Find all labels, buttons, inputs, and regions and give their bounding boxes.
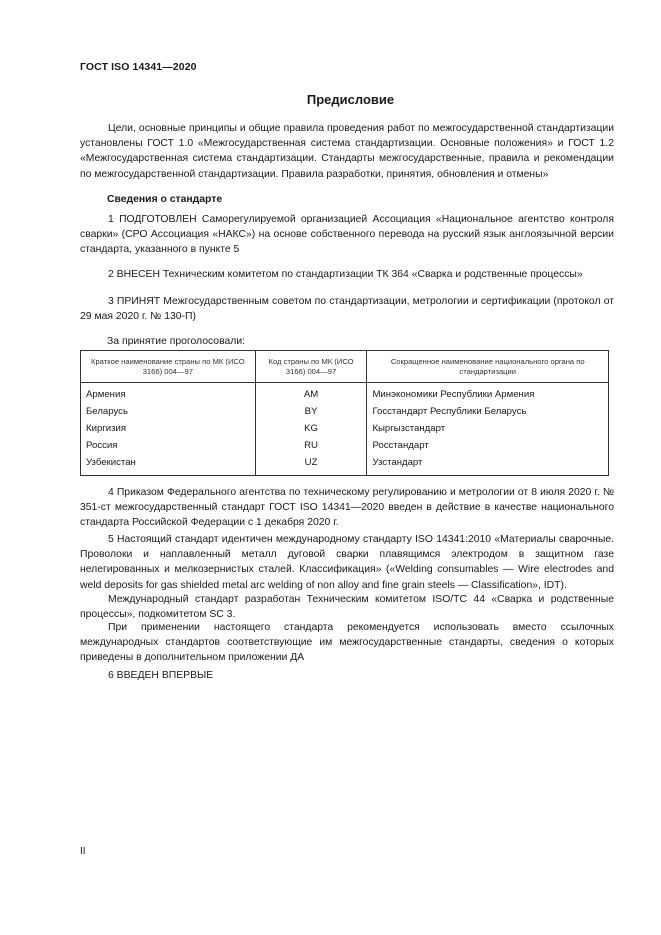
header-standards-body: Сокращенное наименование национального органа по стандартизации: [367, 351, 609, 383]
table-row: [81, 437, 609, 454]
section-title: Сведения о стандарте: [107, 194, 223, 205]
vote-label: За принятие проголосовали:: [107, 336, 246, 347]
cell-code: BY: [255, 403, 367, 420]
table-row: [81, 454, 609, 476]
cell-country: Армения: [81, 383, 256, 404]
page-title: Предисловие: [306, 92, 395, 107]
item-3-paragraph: 3 ПРИНЯТ Межгосударственным советом по стандартизации, метрологии и сертификации (протокол от 29 мая 2020 г. № 130-П): [80, 296, 614, 323]
cell-body: Минэкономики Республики Армения: [367, 383, 609, 404]
item-2-paragraph: 2 ВНЕСЕН Техническим комитетом по стандартизации ТК 364 «Сварка и родственные процессы»: [108, 269, 583, 280]
voting-table: [80, 350, 609, 476]
header-country-name: Краткое наименование страны по МК (ИСО 3166) 004—97: [81, 351, 256, 383]
item-5-committee-paragraph: Международный стандарт разработан Техническим комитетом ISO/TC 44 «Сварка и родственные процессы», подкомитетом SC 3.: [80, 594, 614, 621]
cell-country: Киргизия: [81, 420, 256, 437]
cell-code: KG: [255, 420, 367, 437]
intro-paragraph: Цели, основные принципы и общие правила проведения работ по межгосударственной стандартизации установлены ГОСТ 1.0 «Межгосударственная система стандартизации. Основные положения» и ГОСТ 1.2 «Межгосударственная система стандартизации. Стандарты межгосударственные, правила и рекомендации по межгосударственной стандартизации. Правила разработки, принятия, обновления и отмены»: [80, 123, 614, 180]
cell-code: RU: [255, 437, 367, 454]
table-row: [81, 403, 609, 420]
cell-country: Беларусь: [81, 403, 256, 420]
header-country-code: Код страны по МК (ИСО 3166) 004—97: [255, 351, 367, 383]
cell-code: AM: [255, 383, 367, 404]
cell-code: UZ: [255, 454, 367, 476]
cell-country: Узбекистан: [81, 454, 256, 476]
item-1-paragraph: 1 ПОДГОТОВЛЕН Саморегулируемой организацией Ассоциация «Национальное агентство контроля сварки» (СРО Ассоциация «НАКС») на основе собственного перевода на русский язык англоязычной версии стандарта, указанного в пункте 5: [80, 214, 614, 256]
item-5-paragraph: 5 Настоящий стандарт идентичен международному стандарту ISO 14341:2010 «Материалы сварочные. Проволоки и наплавленный металл дуговой сварки плавящимся электродом в защитном газе нелегированных и мелкозернистых сталей. Классификация» («Welding consumables — Wire electrodes and weld deposits for gas shielded metal arc welding of non alloy and fine grain steels — Classification», IDT).: [80, 534, 614, 591]
cell-body: Росстандарт: [367, 437, 609, 454]
page-number: II: [80, 846, 86, 857]
document-header: ГОСТ ISO 14341—2020: [80, 61, 197, 73]
table-header-row: [81, 351, 609, 383]
item-4-paragraph: 4 Приказом Федерального агентства по техническому регулированию и метрологии от 8 июля 2020 г. № 351-ст межгосударственный стандарт ГОСТ ISO 14341—2020 введен в действие в качестве национального стандарта Российской Федерации с 1 декабря 2020 г.: [80, 487, 614, 529]
cell-body: Госстандарт Республики Беларусь: [367, 403, 609, 420]
item-5-references-paragraph: При применении настоящего стандарта рекомендуется использовать вместо ссылочных международных стандартов соответствующие им межгосударственные стандарты, сведения о которых приведены в дополнительном приложении ДА: [80, 622, 614, 664]
item-6-paragraph: 6 ВВЕДЕН ВПЕРВЫЕ: [108, 670, 214, 681]
cell-body: Узстандарт: [367, 454, 609, 476]
cell-body: Кыргызстандарт: [367, 420, 609, 437]
table-row: [81, 383, 609, 404]
table-row: [81, 420, 609, 437]
cell-country: Россия: [81, 437, 256, 454]
